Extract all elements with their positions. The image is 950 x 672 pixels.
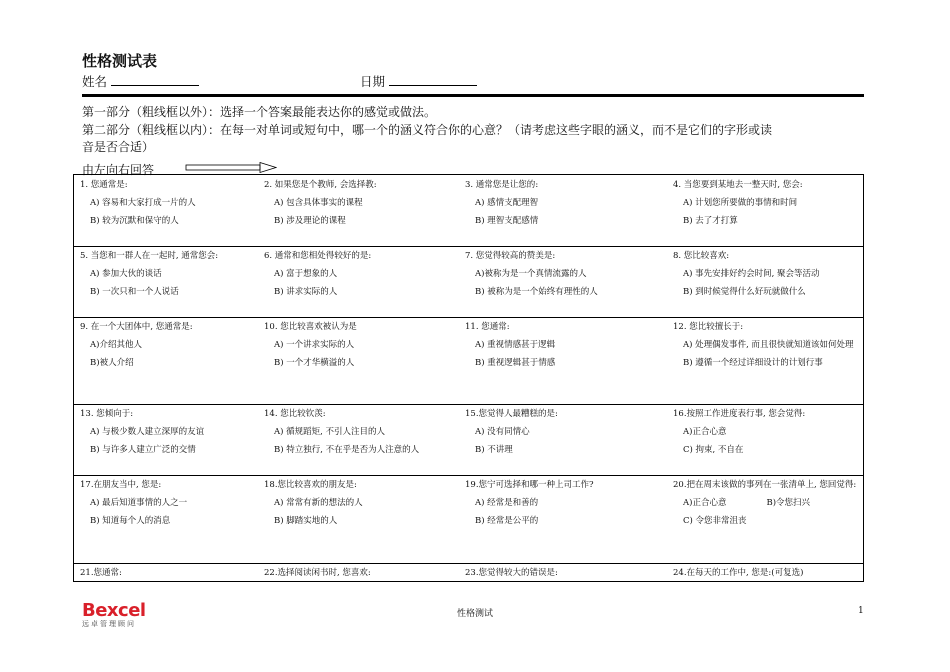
question-text: 3. 通常您是让您的:	[465, 180, 539, 190]
question-cell	[459, 564, 667, 583]
logo-subtitle: 远卓管理顾问	[82, 620, 136, 628]
answer-option[interactable]: B) 特立独行, 不在乎是否为人注意的人	[274, 445, 420, 455]
question-text: 11. 您通常:	[465, 322, 510, 332]
answer-option[interactable]: A)被称为是一个真情流露的人	[475, 269, 587, 279]
question-cell	[74, 247, 258, 318]
question-text: 1. 您通常是:	[80, 180, 128, 190]
answer-option[interactable]: C) 拘束, 不自在	[683, 445, 744, 455]
answer-option[interactable]: A)介绍其他人	[90, 340, 142, 350]
question-cell	[667, 247, 863, 318]
question-cell	[258, 247, 459, 318]
answer-option[interactable]: B) 不讲理	[475, 445, 513, 455]
question-grid	[73, 174, 864, 582]
question-text: 12. 您比较擅长于:	[673, 322, 744, 332]
direction-note: 由左向右回答	[82, 163, 155, 177]
answer-option-row	[673, 494, 863, 512]
answer-option[interactable]: B) 与许多人建立广泛的交情	[90, 445, 196, 455]
name-field	[82, 72, 199, 90]
answer-option[interactable]: B) 被称为是一个始终有理性的人	[475, 287, 598, 297]
question-cell	[258, 476, 459, 564]
question-text: 18.您比较喜欢的朋友是:	[264, 480, 357, 490]
question-cell	[459, 247, 667, 318]
answer-option[interactable]: B)令您扫兴	[766, 498, 811, 508]
answer-option[interactable]: A) 循规蹈矩, 不引人注目的人	[274, 427, 386, 437]
answer-option[interactable]: A) 容易和大家打成一片的人	[90, 198, 196, 208]
logo-text: Bexcel	[82, 600, 146, 621]
question-cell	[74, 476, 258, 564]
question-cell	[74, 318, 258, 405]
question-text: 2. 如果您是个教师, 会选择教:	[264, 180, 377, 190]
answer-option[interactable]: B) 理智支配感情	[475, 216, 539, 226]
footer-title: 性格测试	[456, 609, 493, 619]
document-title: 性格测试表	[82, 52, 158, 70]
question-text: 14. 您比较钦羡:	[264, 409, 326, 419]
question-cell	[667, 564, 863, 583]
question-text: 15.您觉得人最糟糕的是:	[465, 409, 558, 419]
question-cell	[258, 318, 459, 405]
instruction-part2-line2: 音是否合适）	[82, 140, 155, 154]
question-text: 22.选择阅读闲书时, 您喜欢:	[264, 568, 371, 578]
answer-option[interactable]: A) 处理偶发事件, 而且很快就知道该如何处理	[683, 340, 854, 350]
answer-option[interactable]: B) 到时候觉得什么好玩就做什么	[683, 287, 806, 297]
date-label: 日期	[360, 74, 386, 89]
question-text: 6. 通常和您相处得较好的是:	[264, 251, 372, 261]
question-cell	[74, 176, 258, 247]
question-cell	[258, 405, 459, 476]
answer-option[interactable]: B) 一次只和一个人说话	[90, 287, 179, 297]
answer-option[interactable]: A) 事先安排好约会时间, 聚会等活动	[683, 269, 820, 279]
answer-option[interactable]: A) 没有同情心	[475, 427, 530, 437]
answer-option[interactable]: B) 脚踏实地的人	[274, 516, 338, 526]
answer-option[interactable]: B) 经常是公平的	[475, 516, 539, 526]
answer-option[interactable]: A) 参加大伙的谈话	[90, 269, 162, 279]
question-text: 23.您觉得较大的错误是:	[465, 568, 558, 578]
question-cell	[667, 476, 863, 564]
name-label: 姓名	[82, 74, 108, 89]
date-field	[360, 72, 477, 90]
answer-option[interactable]: A) 最后知道事情的人之一	[90, 498, 188, 508]
answer-option[interactable]: A) 富于想象的人	[274, 269, 338, 279]
question-text: 19.您宁可选择和哪一种上司工作?	[465, 480, 594, 490]
answer-option[interactable]: A) 包含具体事实的课程	[274, 198, 363, 208]
answer-option[interactable]: A) 经常是和善的	[475, 498, 539, 508]
question-cell	[667, 405, 863, 476]
question-text: 21.您通常:	[80, 568, 122, 578]
date-blank	[389, 73, 477, 86]
question-cell	[459, 318, 667, 405]
question-text: 17.在朋友当中, 您是:	[80, 480, 162, 490]
question-text: 13. 您倾向于:	[80, 409, 134, 419]
answer-option[interactable]: B) 讲求实际的人	[274, 287, 338, 297]
question-text: 5. 当您和一群人在一起时, 通常您会:	[80, 251, 219, 261]
question-text: 8. 您比较喜欢:	[673, 251, 730, 261]
instruction-part1: 第一部分（粗线框以外）：选择一个答案最能表达你的感觉或做法。	[82, 105, 437, 119]
question-text: 20.把在周末该做的事列在一张清单上, 您回觉得:	[673, 480, 857, 490]
answer-option[interactable]: A) 与极少数人建立深厚的友谊	[90, 427, 205, 437]
question-text: 16.按照工作进度表行事, 您会觉得:	[673, 409, 806, 419]
answer-option[interactable]: A) 重视情感甚于逻辑	[475, 340, 556, 350]
answer-option[interactable]: B) 一个才华横溢的人	[274, 358, 355, 368]
question-cell	[459, 405, 667, 476]
question-cell	[667, 318, 863, 405]
answer-option[interactable]: B) 知道每个人的消息	[90, 516, 171, 526]
answer-option[interactable]: A)正合心意	[683, 427, 727, 437]
name-blank	[111, 73, 199, 86]
page-number: 1	[858, 606, 864, 616]
answer-option[interactable]: C) 令您非常沮丧	[683, 516, 747, 526]
answer-option[interactable]: A)正合心意	[683, 498, 727, 508]
question-cell	[459, 176, 667, 247]
question-text: 4. 当您要到某地去一整天时, 您会:	[673, 180, 803, 190]
answer-option[interactable]: B) 涉及理论的课程	[274, 216, 346, 226]
answer-option[interactable]: B) 较为沉默和保守的人	[90, 216, 179, 226]
question-cell	[459, 476, 667, 564]
question-cell	[667, 176, 863, 247]
header-rule	[82, 94, 864, 97]
question-text: 10. 您比较喜欢被认为是	[264, 322, 357, 332]
answer-option[interactable]: A) 感情支配理智	[475, 198, 539, 208]
answer-option[interactable]: B) 遵循一个经过详细设计的计划行事	[683, 358, 823, 368]
question-cell	[258, 564, 459, 583]
question-text: 9. 在一个大团体中, 您通常是:	[80, 322, 193, 332]
answer-option[interactable]: A) 计划您所要做的事情和时间	[683, 198, 798, 208]
question-cell	[258, 176, 459, 247]
instruction-part2-line1: 第二部分（粗线框以内）：在每一对单词或短句中，哪一个的涵义符合你的心意？（请考虑这些字眼的涵义，而不是它们的字形或读	[82, 123, 773, 137]
question-cell	[74, 564, 258, 583]
question-text: 24.在每天的工作中, 您是:(可复选)	[673, 568, 804, 578]
question-cell	[74, 405, 258, 476]
answer-option[interactable]: B)被人介绍	[90, 358, 134, 368]
answer-option[interactable]: B) 去了才打算	[683, 216, 738, 226]
answer-option[interactable]: B) 重视逻辑甚于情感	[475, 358, 556, 368]
answer-option[interactable]: A) 一个讲求实际的人	[274, 340, 355, 350]
answer-option[interactable]: A) 常常有新的想法的人	[274, 498, 363, 508]
arrow-right-icon	[185, 162, 277, 174]
question-text: 7. 您觉得较高的赞美是:	[465, 251, 556, 261]
